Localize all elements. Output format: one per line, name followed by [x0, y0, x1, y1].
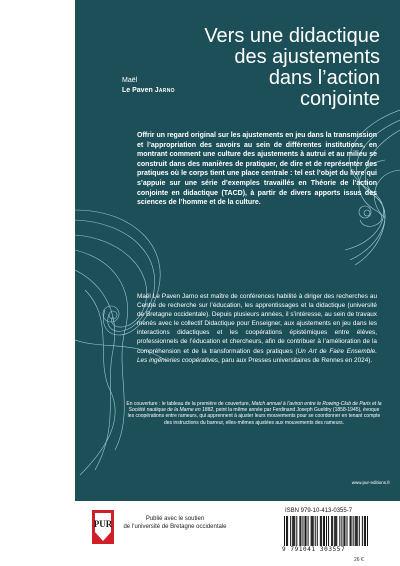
barcode-bar [328, 516, 329, 546]
credit-intro: En couverture : le tableau de la première de couverture, [126, 401, 252, 407]
publisher-url[interactable]: www.pur-editions.fr [351, 480, 390, 485]
barcode-bar [296, 516, 297, 546]
author-last-name-part1: Le Paven [122, 87, 153, 94]
barcode-bar [343, 516, 344, 546]
author-bio-book-title: Un Art de Faire Ensemble. Les ingénieries coopératives [137, 347, 378, 364]
title-line-2: des ajustements [234, 46, 380, 68]
barcode-bar [336, 516, 337, 546]
barcode-bar [317, 516, 318, 546]
credit-description: , peint la même année par Ferdinand Joseph Gueldry (1858-1945), évoque les coopérations entre rameurs, qui apprennent à ajuster leurs mouvements pour se coordonner en tenant compte des instructions du barreur, elles-mêmes ajustées aux mouvements des rameurs. [127, 407, 381, 426]
barcode-bar [315, 516, 316, 546]
barcode-bar [332, 516, 333, 546]
barcode-bar [346, 516, 347, 546]
credit-painting-title: Match annuel à l’aviron entre le Rowing-Club de Paris et la Société nautique de la Marne en 1882 [128, 401, 382, 414]
barcode-bar [355, 516, 356, 546]
barcode-bar [335, 516, 336, 546]
barcode-bar [304, 516, 305, 546]
support-line-1: Publié avec le soutien [145, 516, 205, 522]
barcode-bar [357, 516, 358, 546]
isbn: ISBN 979-10-413-0355-7 [285, 508, 353, 514]
barcode-bar [293, 516, 294, 546]
barcode-bar [351, 516, 352, 546]
barcode-bar [326, 516, 327, 546]
barcode-bar [356, 516, 357, 546]
barcode-bar [312, 516, 313, 546]
barcode-bar [350, 516, 351, 546]
barcode-bar [287, 516, 288, 546]
barcode-bar [341, 516, 342, 546]
barcode-bar [323, 516, 324, 546]
author-last-name-part2: Jarno [154, 87, 175, 94]
book-title [150, 26, 380, 110]
barcode-bar [292, 516, 293, 546]
pur-logo [92, 510, 114, 544]
title-line-1: Vers une didactique [204, 25, 380, 47]
title-line-3: dans l’action [268, 67, 380, 89]
barcode-bar [362, 516, 363, 546]
barcode-bar [365, 516, 366, 546]
support-notice [120, 515, 230, 531]
barcode-bar [321, 516, 322, 546]
barcode-bar [339, 516, 340, 546]
author-first-name: Maël [122, 77, 138, 84]
support-line-2: de l’université de Bretagne occidentale [123, 524, 227, 530]
pur-logo-text: PUR [93, 519, 113, 529]
price: 26 € [354, 557, 364, 563]
barcode [284, 516, 368, 546]
barcode-bar [320, 516, 321, 546]
barcode-bar [306, 516, 307, 546]
barcode-bar [364, 516, 365, 546]
barcode-bar [324, 516, 325, 546]
barcode-bar [359, 516, 360, 546]
barcode-bar [302, 516, 303, 546]
barcode-bar [367, 516, 368, 546]
author-bio [137, 292, 377, 365]
author-last-name [122, 86, 175, 95]
barcode-bar [294, 516, 295, 546]
barcode-bar [286, 516, 287, 546]
title-line-4: conjointe [299, 88, 380, 110]
barcode-bar [284, 516, 285, 546]
barcode-bar [290, 516, 291, 546]
author-bio-end: , paru aux Presses universitaires de Rennes en 2024). [218, 356, 373, 364]
book-summary: Offrir un regard original sur les ajustements en jeu dans la transmission et l’appropriation des savoirs au sein de différentes institutions, en montrant comment une culture des ajustements à autrui et au milieu se construit dans des manières de pratiquer, de dire et de représenter des pratiques où le corps tient une place centrale : tel est l’objet du livre qui s’appuie sur une série d’exemples travaillés en Théorie de l’action conjointe en didactique (TACD), à partir de divers apports issus des sciences de l’homme et de la culture. [137, 132, 378, 207]
barcode-bar [299, 516, 300, 546]
cover-credit [125, 401, 383, 426]
barcode-bar [311, 516, 312, 546]
barcode-bar [344, 516, 345, 546]
barcode-bar [331, 516, 332, 546]
barcode-digits: 9 791041 303557 [282, 546, 346, 553]
barcode-bar [334, 516, 335, 546]
barcode-bar [353, 516, 354, 546]
barcode-bar [300, 516, 301, 546]
barcode-bar [308, 516, 309, 546]
barcode-bar [313, 516, 314, 546]
back-cover-panel [75, 0, 400, 501]
author-bio-main: Maël Le Paven Jarno est maître de conférences habilité à diriger des recherches au Centre de recherche sur l’éducation, les apprentissages et la didactique (université de Bretagne occidentale). Depuis plusieurs années, il s’intéresse, au sein de travaux menés avec le collectif Didactique pour Enseigner, aux ajustements en jeu dans les interactions didactiques et les coopérations épistémiques entre élèves, professionnels de l’éducation et chercheurs, afin de contribuer à l’amélioration de la compréhension et de la transformation des pratiques ( [137, 293, 377, 355]
